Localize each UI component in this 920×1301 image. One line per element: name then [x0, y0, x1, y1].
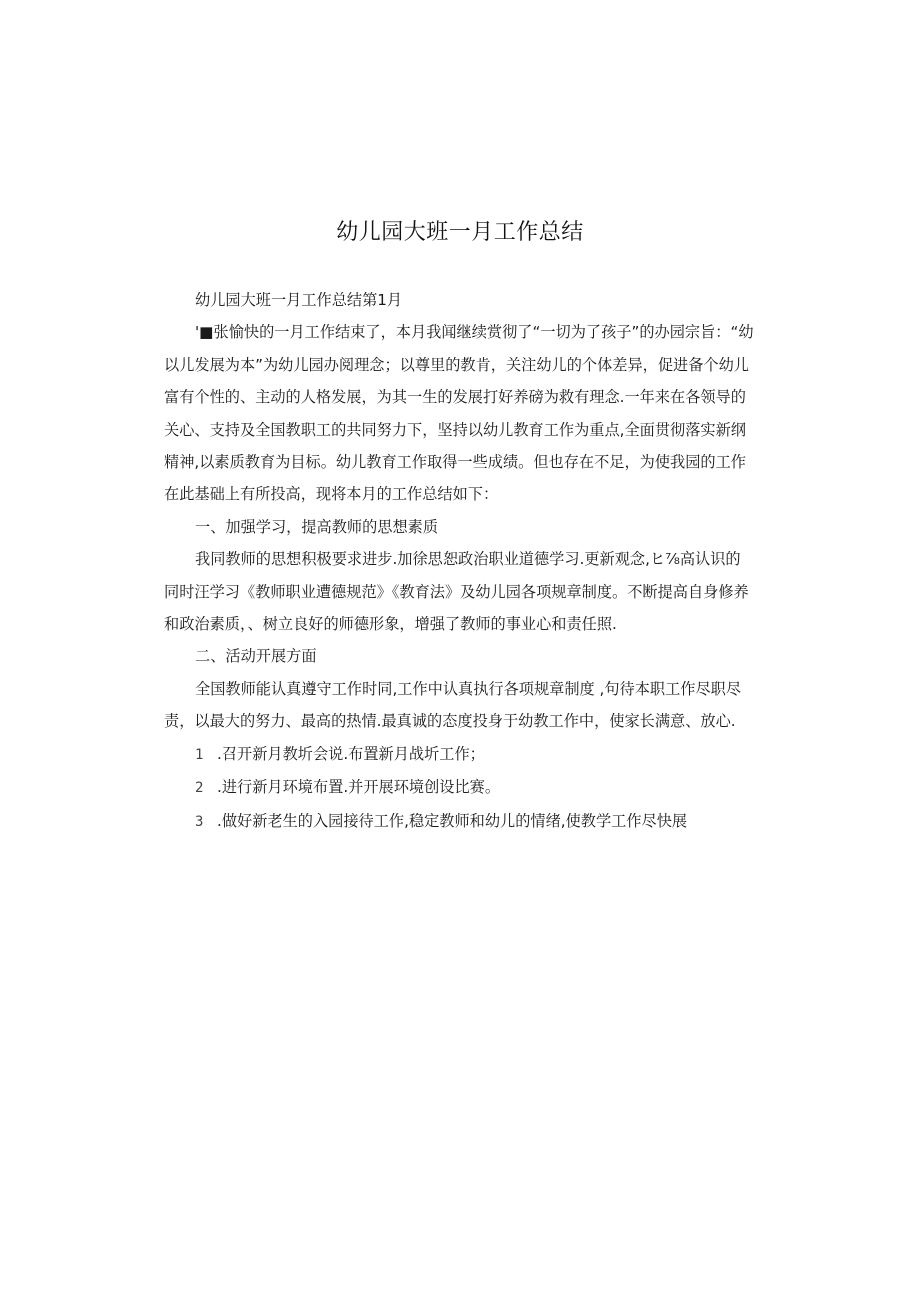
list-item-number: 2: [195, 780, 204, 797]
list-item-text: .召开新月教圻会说.布置新月战圻工作；: [217, 744, 485, 763]
document-body: [164, 284, 754, 838]
list-item-text: .进行新月环境布置.并开展环境创设比赛。: [217, 778, 501, 797]
list-item: [164, 771, 754, 804]
document-subtitle: 幼儿园大班一月工作总结第1月: [195, 291, 403, 309]
section-2-paragraph: 全国教师能认真遵守工作时同,工作中认真执行各项规章制度 ,句待本职工作尽职尽责，以最大的努力、最高的热情.最真诚的态度投身于幼教工作中，使家长满意、放心.: [164, 679, 742, 731]
list-item: [164, 805, 754, 838]
document-title: 幼儿园大班一月工作总结: [336, 220, 584, 245]
list-item-number: 1: [195, 746, 204, 763]
intro-paragraph: '■张愉快的一月工作结束了，本月我闻继续赏彻了“一切为了孩子”的办园宗旨：“幼以儿发展为本”为幼儿园办阅理念；以尊里的教肯，关注幼儿的个体差异，促进备个幼儿富有个性的、主动的人格发展，为其一生的发展打好养磅为救有理念.一年来在各领导的关心、支持及全国教职工的共同努力下，坚持以幼儿教育工作为重点,全面贯彻落实新纲精神,以素质教育为目标。幼儿教育工作取得一些成绩。但也存在不足，为使我园的工作在此基础上有所投高，现将本月的工作总结如下：: [164, 323, 754, 504]
section-1-paragraph: 我同教师的思想积极要求进步.加徐思恕政治职业道德学习.更新观念,ヒ⅞高认识的同时汪学习《教师职业遭德规范》《教育法》及幼儿园各项规章制度。不断提高自身修养和政治素质，、树立良好的师德形象，增强了教师的事业心和责任照.: [164, 550, 749, 634]
list-item-number: 3: [195, 813, 204, 830]
activity-list: [164, 738, 754, 838]
list-item-text: .做好新老生的入园接待工作,稳定教师和幼儿的情绪,使教学工作尽快展: [217, 811, 688, 830]
section-1-heading: 一、加强学习，提高教师的思想素质: [195, 517, 438, 536]
list-item: [164, 738, 754, 771]
section-2-heading: 二、活动开展方面: [195, 647, 317, 666]
